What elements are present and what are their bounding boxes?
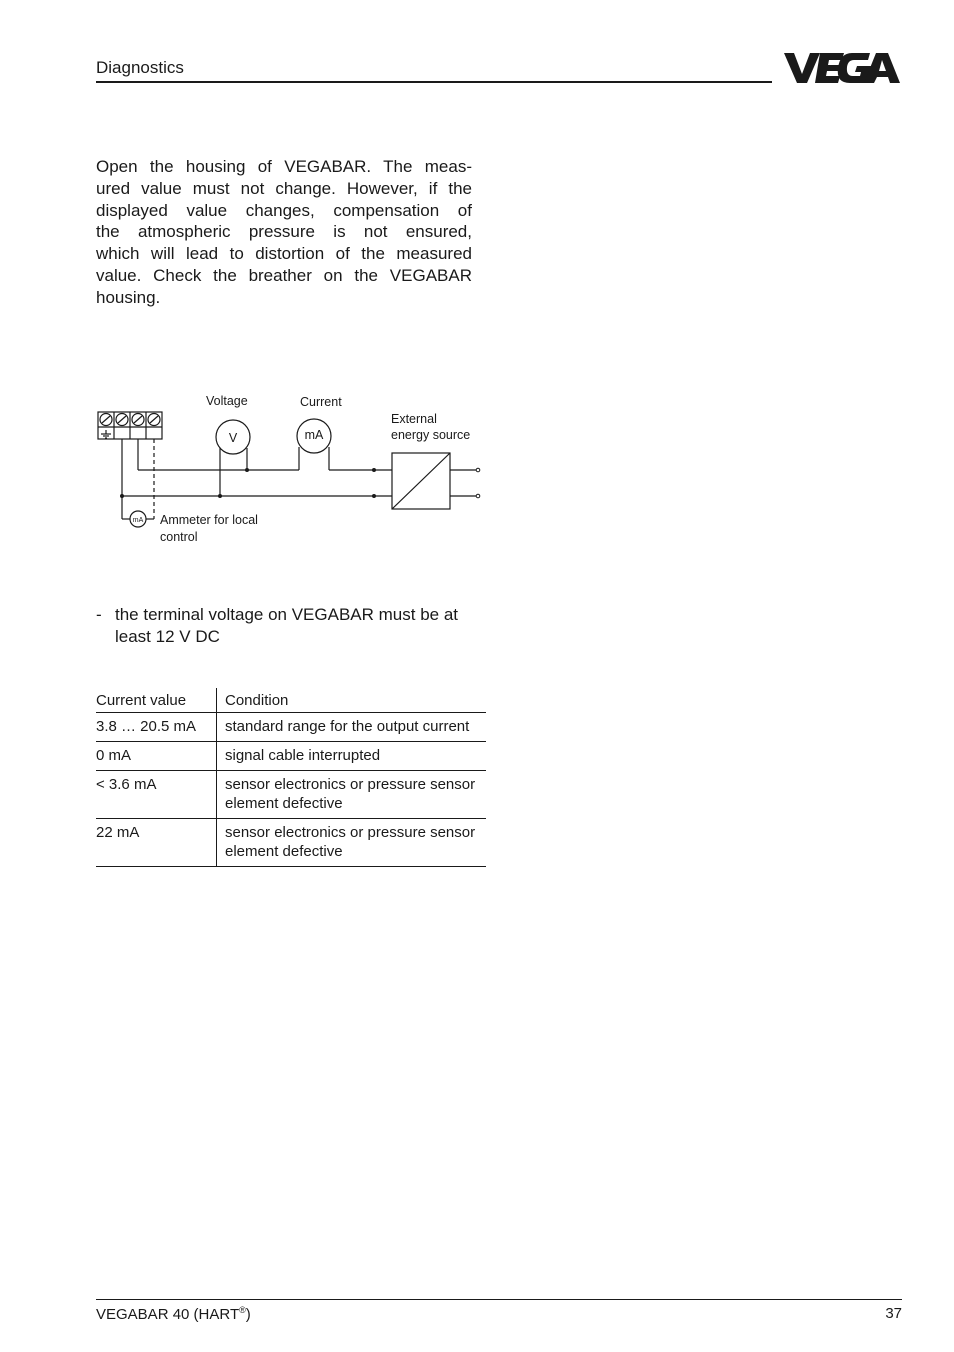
current-label: Current <box>300 395 342 409</box>
voltage-label: Voltage <box>206 394 248 408</box>
section-title: Diagnostics <box>96 58 184 77</box>
instruction-paragraph <box>96 156 472 309</box>
table-cell: sensor electronics or pressure sensor element defective <box>217 771 487 819</box>
current-condition-table <box>96 688 486 867</box>
table-row <box>96 819 486 867</box>
footer-product <box>96 1305 251 1323</box>
local-ammeter-symbol: mA <box>132 517 144 524</box>
external-label: External <box>391 412 437 426</box>
registered-mark: ® <box>239 1305 246 1315</box>
table-header-row <box>96 688 486 713</box>
voltmeter-symbol: V <box>228 431 238 445</box>
table-cell: 3.8 … 20.5 mA <box>96 713 217 742</box>
table-cell: < 3.6 mA <box>96 771 217 819</box>
footer-product-close: ) <box>245 1306 251 1323</box>
wiring-diagram <box>90 388 490 548</box>
bullet-dash: - <box>96 605 102 624</box>
footer-product-name: VEGABAR 40 (HART <box>96 1306 240 1323</box>
paragraph-line: displayed value changes, compensation of <box>96 200 472 220</box>
vega-logo <box>782 50 902 86</box>
table-cell: sensor electronics or pressure sensor element defective <box>217 819 487 867</box>
paragraph-line: the atmospheric pressure is not ensured, <box>96 222 472 242</box>
paragraph-line: ured value must not change. However, if the <box>96 178 472 198</box>
paragraph-line: which will lead to distortion of the measured <box>96 244 472 264</box>
table-cell: 22 mA <box>96 819 217 867</box>
table-header-cell: Condition <box>217 688 487 713</box>
table-cell: signal cable interrupted <box>217 742 487 771</box>
local-ammeter-label: Ammeter for local <box>160 513 258 527</box>
table-row <box>96 713 486 742</box>
bullet-text: the terminal voltage on VEGABAR must be at least 12 V DC <box>115 605 459 646</box>
table-row <box>96 771 486 819</box>
paragraph-line: housing. <box>96 287 161 307</box>
voltage-requirement <box>96 604 486 648</box>
external-label: energy source <box>391 428 471 442</box>
paragraph-line: value. Check the breather on the VEGABAR <box>96 265 472 285</box>
ground-icon <box>101 430 111 438</box>
table-cell: standard range for the output current <box>217 713 487 742</box>
page-number: 37 <box>885 1305 902 1322</box>
table-header-cell: Current value <box>96 692 187 709</box>
table-row <box>96 742 486 771</box>
footer-rule <box>96 1299 902 1300</box>
ammeter-symbol: mA <box>304 428 324 442</box>
local-ammeter-label: control <box>160 530 198 544</box>
paragraph-line: Open the housing of VEGABAR. The meas- <box>96 157 472 176</box>
header-rule <box>96 81 772 83</box>
table-cell: 0 mA <box>96 742 217 771</box>
